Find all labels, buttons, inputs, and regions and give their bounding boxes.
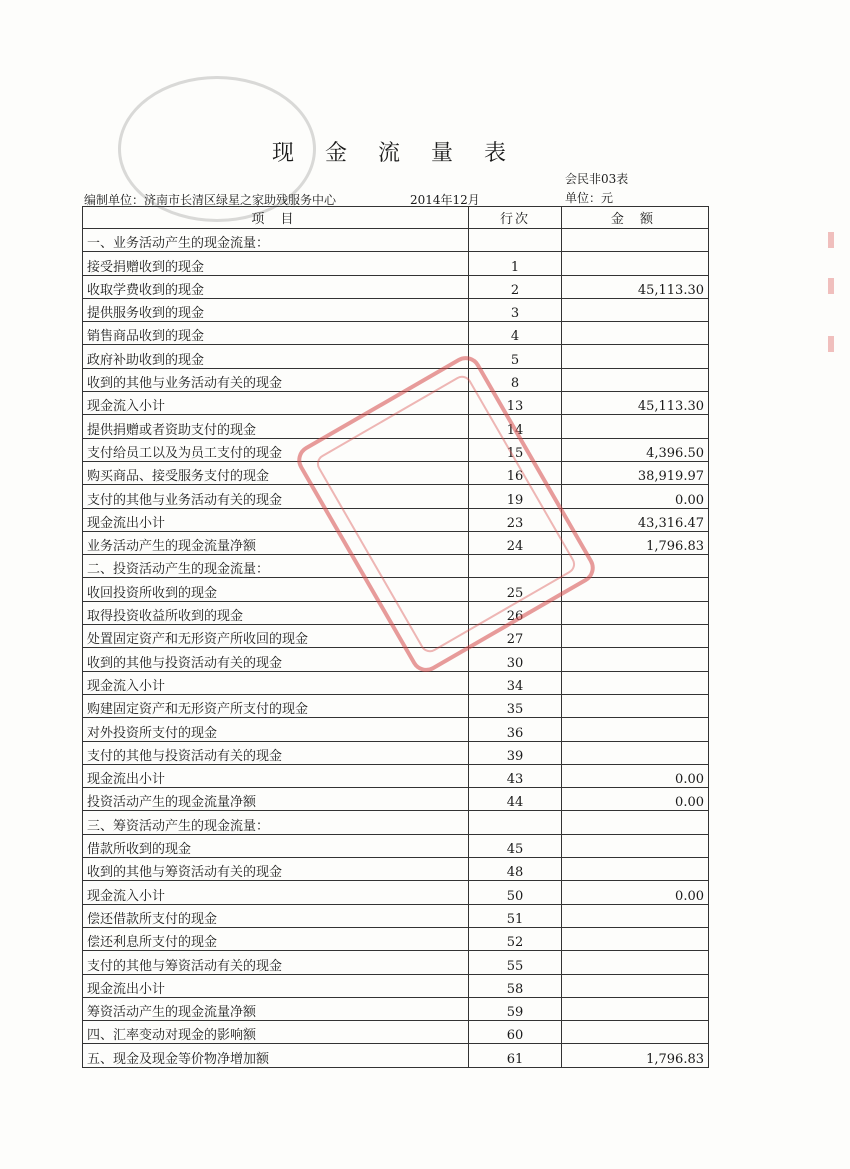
row-amount [562,1021,709,1044]
row-item: 三、筹资活动产生的现金流量： [83,811,469,834]
row-amount [562,671,709,694]
row-amount [562,625,709,648]
header-line: 行次 [469,207,562,229]
row-amount [562,322,709,345]
row-line-number: 16 [469,461,562,484]
row-line-number: 30 [469,648,562,671]
row-line-number: 15 [469,438,562,461]
row-amount: 4,396.50 [562,438,709,461]
row-line-number: 13 [469,392,562,415]
table-row [83,788,709,811]
row-amount [562,904,709,927]
table-row [83,951,709,974]
table-row [83,904,709,927]
table-row [83,858,709,881]
row-item: 现金流入小计 [83,671,469,694]
table-row [83,718,709,741]
edge-stamp-mark [828,232,834,248]
row-item: 现金流出小计 [83,764,469,787]
row-line-number: 1 [469,252,562,275]
row-line-number: 24 [469,531,562,554]
cash-flow-table [82,206,709,1068]
row-item: 一、业务活动产生的现金流量： [83,229,469,252]
row-line-number: 50 [469,881,562,904]
table-row [83,671,709,694]
row-item: 投资活动产生的现金流量净额 [83,788,469,811]
row-item: 取得投资收益所收到的现金 [83,601,469,624]
row-amount [562,974,709,997]
row-amount [562,694,709,717]
row-amount [562,718,709,741]
row-amount [562,368,709,391]
table-row [83,298,709,321]
row-line-number: 35 [469,694,562,717]
row-item: 现金流入小计 [83,881,469,904]
table-row [83,229,709,252]
row-item: 收到的其他与投资活动有关的现金 [83,648,469,671]
row-line-number: 51 [469,904,562,927]
row-item: 购建固定资产和无形资产所支付的现金 [83,694,469,717]
row-item: 现金流入小计 [83,392,469,415]
row-item: 筹资活动产生的现金流量净额 [83,997,469,1020]
table-row [83,368,709,391]
table-row [83,252,709,275]
row-amount: 0.00 [562,764,709,787]
row-item: 支付的其他与业务活动有关的现金 [83,485,469,508]
row-amount [562,741,709,764]
table-row [83,648,709,671]
row-line-number: 58 [469,974,562,997]
row-line-number: 39 [469,741,562,764]
row-line-number: 5 [469,345,562,368]
reporting-unit: 编制单位：济南市长清区绿星之家助残服务中心 [84,193,337,207]
row-item: 支付给员工以及为员工支付的现金 [83,438,469,461]
row-line-number: 34 [469,671,562,694]
row-amount: 45,113.30 [562,392,709,415]
row-item: 支付的其他与投资活动有关的现金 [83,741,469,764]
row-line-number: 36 [469,718,562,741]
report-period: 2014年12月 [410,193,480,207]
row-line-number: 43 [469,764,562,787]
form-code: 会民非03表 [565,172,629,186]
row-line-number: 44 [469,788,562,811]
row-item: 处置固定资产和无形资产所收回的现金 [83,625,469,648]
row-amount [562,951,709,974]
row-item: 接受捐赠收到的现金 [83,252,469,275]
row-item: 业务活动产生的现金流量净额 [83,531,469,554]
row-line-number: 27 [469,625,562,648]
row-amount [562,858,709,881]
row-item: 偿还利息所支付的现金 [83,927,469,950]
row-item: 借款所收到的现金 [83,834,469,857]
row-line-number: 48 [469,858,562,881]
row-item: 二、投资活动产生的现金流量： [83,555,469,578]
row-amount [562,345,709,368]
row-line-number [469,229,562,252]
table-row [83,927,709,950]
row-amount: 1,796.83 [562,1044,709,1067]
row-item: 购买商品、接受服务支付的现金 [83,461,469,484]
row-amount [562,229,709,252]
table-row [83,1044,709,1067]
row-line-number: 25 [469,578,562,601]
table-row [83,811,709,834]
row-line-number: 4 [469,322,562,345]
row-amount [562,415,709,438]
table-row [83,275,709,298]
row-amount [562,811,709,834]
row-line-number: 2 [469,275,562,298]
edge-stamp-mark [828,278,834,294]
row-item: 对外投资所支付的现金 [83,718,469,741]
table-row [83,694,709,717]
row-amount [562,601,709,624]
row-line-number [469,811,562,834]
row-amount: 43,316.47 [562,508,709,531]
row-line-number: 3 [469,298,562,321]
row-amount [562,648,709,671]
row-amount [562,834,709,857]
row-amount [562,927,709,950]
row-item: 提供捐赠或者资助支付的现金 [83,415,469,438]
row-line-number: 52 [469,927,562,950]
row-line-number: 23 [469,508,562,531]
table-row [83,1021,709,1044]
row-line-number: 8 [469,368,562,391]
header-amount: 金 额 [562,207,709,229]
row-item: 偿还借款所支付的现金 [83,904,469,927]
row-line-number: 55 [469,951,562,974]
row-item: 收到的其他与筹资活动有关的现金 [83,858,469,881]
row-item: 支付的其他与筹资活动有关的现金 [83,951,469,974]
table-row [83,345,709,368]
row-line-number: 14 [469,415,562,438]
table-header-row [83,207,709,229]
row-item: 收到的其他与业务活动有关的现金 [83,368,469,391]
table-row [83,322,709,345]
row-amount: 0.00 [562,485,709,508]
row-item: 现金流出小计 [83,974,469,997]
table-row [83,881,709,904]
row-amount: 45,113.30 [562,275,709,298]
table-row [83,974,709,997]
row-item: 销售商品收到的现金 [83,322,469,345]
row-line-number: 61 [469,1044,562,1067]
row-item: 政府补助收到的现金 [83,345,469,368]
report-title: 现 金 流 量 表 [272,141,518,166]
row-item: 现金流出小计 [83,508,469,531]
edge-stamp-mark [828,336,834,352]
row-amount [562,997,709,1020]
row-line-number: 26 [469,601,562,624]
header-item: 项 目 [83,207,469,229]
row-amount [562,298,709,321]
row-item: 四、汇率变动对现金的影响额 [83,1021,469,1044]
row-item: 五、现金及现金等价物净增加额 [83,1044,469,1067]
row-amount [562,252,709,275]
table-row [83,741,709,764]
table-body [83,229,709,1068]
table-row [83,997,709,1020]
row-item: 提供服务收到的现金 [83,298,469,321]
row-item: 收取学费收到的现金 [83,275,469,298]
table-row [83,764,709,787]
row-line-number: 59 [469,997,562,1020]
row-item: 收回投资所收到的现金 [83,578,469,601]
row-line-number: 45 [469,834,562,857]
row-amount: 1,796.83 [562,531,709,554]
row-amount: 0.00 [562,788,709,811]
row-amount: 38,919.97 [562,461,709,484]
currency-unit: 单位：元 [565,191,614,205]
row-amount: 0.00 [562,881,709,904]
table-row [83,834,709,857]
row-line-number: 60 [469,1021,562,1044]
row-line-number: 19 [469,485,562,508]
